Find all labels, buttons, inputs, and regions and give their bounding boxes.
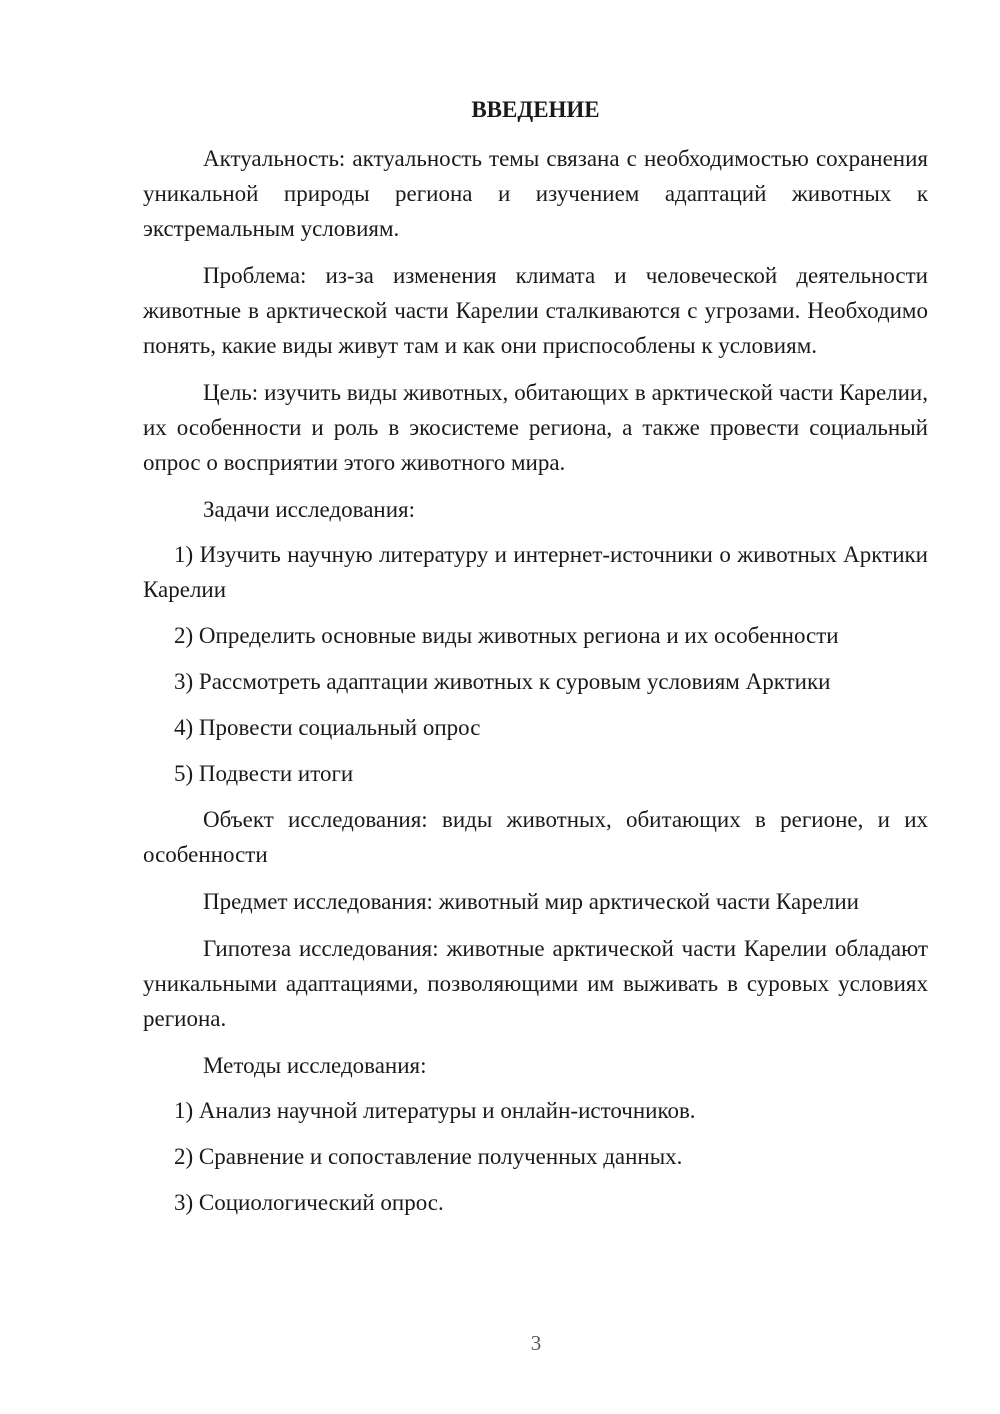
methods-heading: Методы исследования: <box>203 1053 427 1078</box>
method-item-1: 1) Анализ научной литературы и онлайн-источников. <box>174 1098 696 1123</box>
tasks-heading: Задачи исследования: <box>203 497 416 522</box>
paragraph-subject: Предмет исследования: животный мир арктической части Карелии <box>203 889 859 914</box>
paragraph-hypothesis: Гипотеза исследования: животные арктической части Карелии обладают уникальными адаптациями, позволяющими им выживать в суровых условиях региона. <box>143 936 928 1031</box>
page-content <box>143 92 928 1231</box>
task-item-2: 2) Определить основные виды животных региона и их особенности <box>174 623 839 648</box>
task-item-5: 5) Подвести итоги <box>174 761 354 786</box>
paragraph-goal: Цель: изучить виды животных, обитающих в арктической части Карелии, их особенности и роль в экосистеме региона, а также провести социальный опрос о восприятии этого животного мира. <box>143 380 928 475</box>
page-title: ВВЕДЕНИЕ <box>471 97 600 122</box>
paragraph-problem: Проблема: из-за изменения климата и человеческой деятельности животные в арктической части Карелии сталкиваются с угрозами. Необходимо понять, какие виды живут там и как они приспособлены к условиям. <box>143 263 928 358</box>
page-number: 3 <box>530 1331 542 1355</box>
paragraph-object: Объект исследования: виды животных, обитающих в регионе, и их особенности <box>143 807 928 867</box>
method-item-2: 2) Сравнение и сопоставление полученных данных. <box>174 1144 683 1169</box>
paragraph-relevance: Актуальность: актуальность темы связана с необходимостью сохранения уникальной природы региона и изучением адаптаций животных к экстремальным условиям. <box>143 146 928 241</box>
task-item-1: 1) Изучить научную литературу и интернет-источники о животных Арктики Карелии <box>143 542 928 602</box>
task-item-3: 3) Рассмотреть адаптации животных к суровым условиям Арктики <box>174 669 831 694</box>
task-item-4: 4) Провести социальный опрос <box>174 715 481 740</box>
method-item-3: 3) Социологический опрос. <box>174 1190 444 1215</box>
